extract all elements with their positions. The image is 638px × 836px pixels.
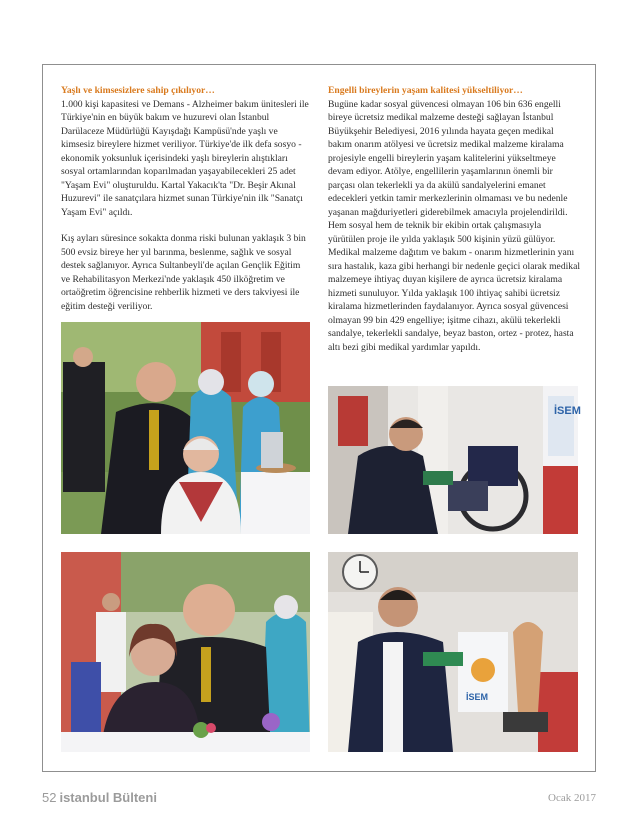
photo-elderly-embrace [61, 552, 310, 752]
left-paragraph-2: Kış ayları süresince sokakta donma riski bulunan yaklaşık 3 bin 500 evsiz bireye her yıl barınma, beslenme, sağlık ve sosyal destek sağlanıyor. Ayrıca Sultanbeyli'de açılan Gençlik Eğitim ve Rehabilitasyon Merkezi'nde yaklaşık 450 ilköğretim ve ortaöğretim öğrencisine rehberlik hizmeti ve ders takviyesi ile eğitim desteği veriliyor. [61, 233, 306, 312]
right-heading: Engelli bireylerin yaşam kalitesi yükseltiliyor… [328, 85, 523, 96]
photo-wheelchair-repair [328, 386, 581, 534]
photo-elderly-care-visit [61, 322, 310, 534]
publication-name: istanbul Bülteni [59, 790, 157, 805]
left-heading: Yaşlı ve kimsesizlere sahip çıkılıyor… [61, 85, 215, 96]
isem-sign-text: İSEM [554, 405, 581, 417]
footer-publication [42, 790, 157, 805]
footer-date: Ocak 2017 [548, 792, 596, 804]
isem-sign-text-2: İSEM [466, 692, 489, 702]
photo-prosthesis-workshop [328, 552, 578, 752]
left-paragraph-1: 1.000 kişi kapasitesi ve Demans - Alzheimer bakım ünitesleri ile Türkiye'nin en büyük bakım ve huzurevi olan İstanbul Darülaceze Müdürlüğü Kayışdağı Kampüsü'nde yaşlı ve kimsesiz bireylere hizmet veriliyor. Türkiye'de ilk defa sosyo - ekonomik yoksunluk içerisindeki yaşlı bireylerin alıştıkları sosyal ortamlarından koparılmadan yaşayabilecekleri 25 adet "Yaşam Evi" oluşturuldu. Kartal Yakacık'ta "Dr. Beşir Akınal Huzurevi" ile sanatçılara hizmet sunan Türkiye'nin ilk "Sanatçı Yaşam Evi" açıldı. [61, 98, 309, 218]
left-column [61, 84, 311, 313]
right-paragraph: Bugüne kadar sosyal güvencesi olmayan 106 bin 636 engelli bireye ücretsiz medikal malzeme desteği sağlayan İstanbul Büyükşehir Belediyesi, 2016 yılında hayata geçen medikal bakım onarım atölyesi ve ücretsiz medikal malzeme kiralama projesiyle engelli bireylerin yaşam kalitelerini yükseltmeye devam ediyor. Atölye, engellilerin yaşamlarının önemli bir parçası olan tekerlekli ya da akülü sandalyelerini emanet edecekleri yetkin tamir merkezlerinin olmaması ve bu nedenle yaşanan mağduriyetleri giderebilmek amacıyla projelendirildi. Hem sosyal hem de teknik bir ekibin ortak çalışmasıyla yürütülen proje ile yılda yaklaşık 500 kişinin yüzü gülüyor. Medikal malzeme dağıtım ve bakım - onarım hizmetlerinin yanı sıra hastalık, kaza gibi herhangi bir nedenle geçici olarak medikal malzemeye ihtiyaç duyan kişilere de ayrıca ücretsiz kiralama hizmeti sunuluyor. Yılda yaklaşık 100 ihtiyaç sahibi ücretsiz kiralama hizmetlerinden faydalanıyor. Ayrıca sosyal güvencesi olmayan 99 bin 429 engelliye; işitme cihazı, akülü tekerlekli sandalye, tekerlekli sandalye, beyaz baston, ortez - protez, hasta altı bezi gibi medikal yardımlar yapıldı. [328, 98, 580, 353]
page-number: 52 [42, 790, 57, 805]
right-column [328, 84, 580, 354]
